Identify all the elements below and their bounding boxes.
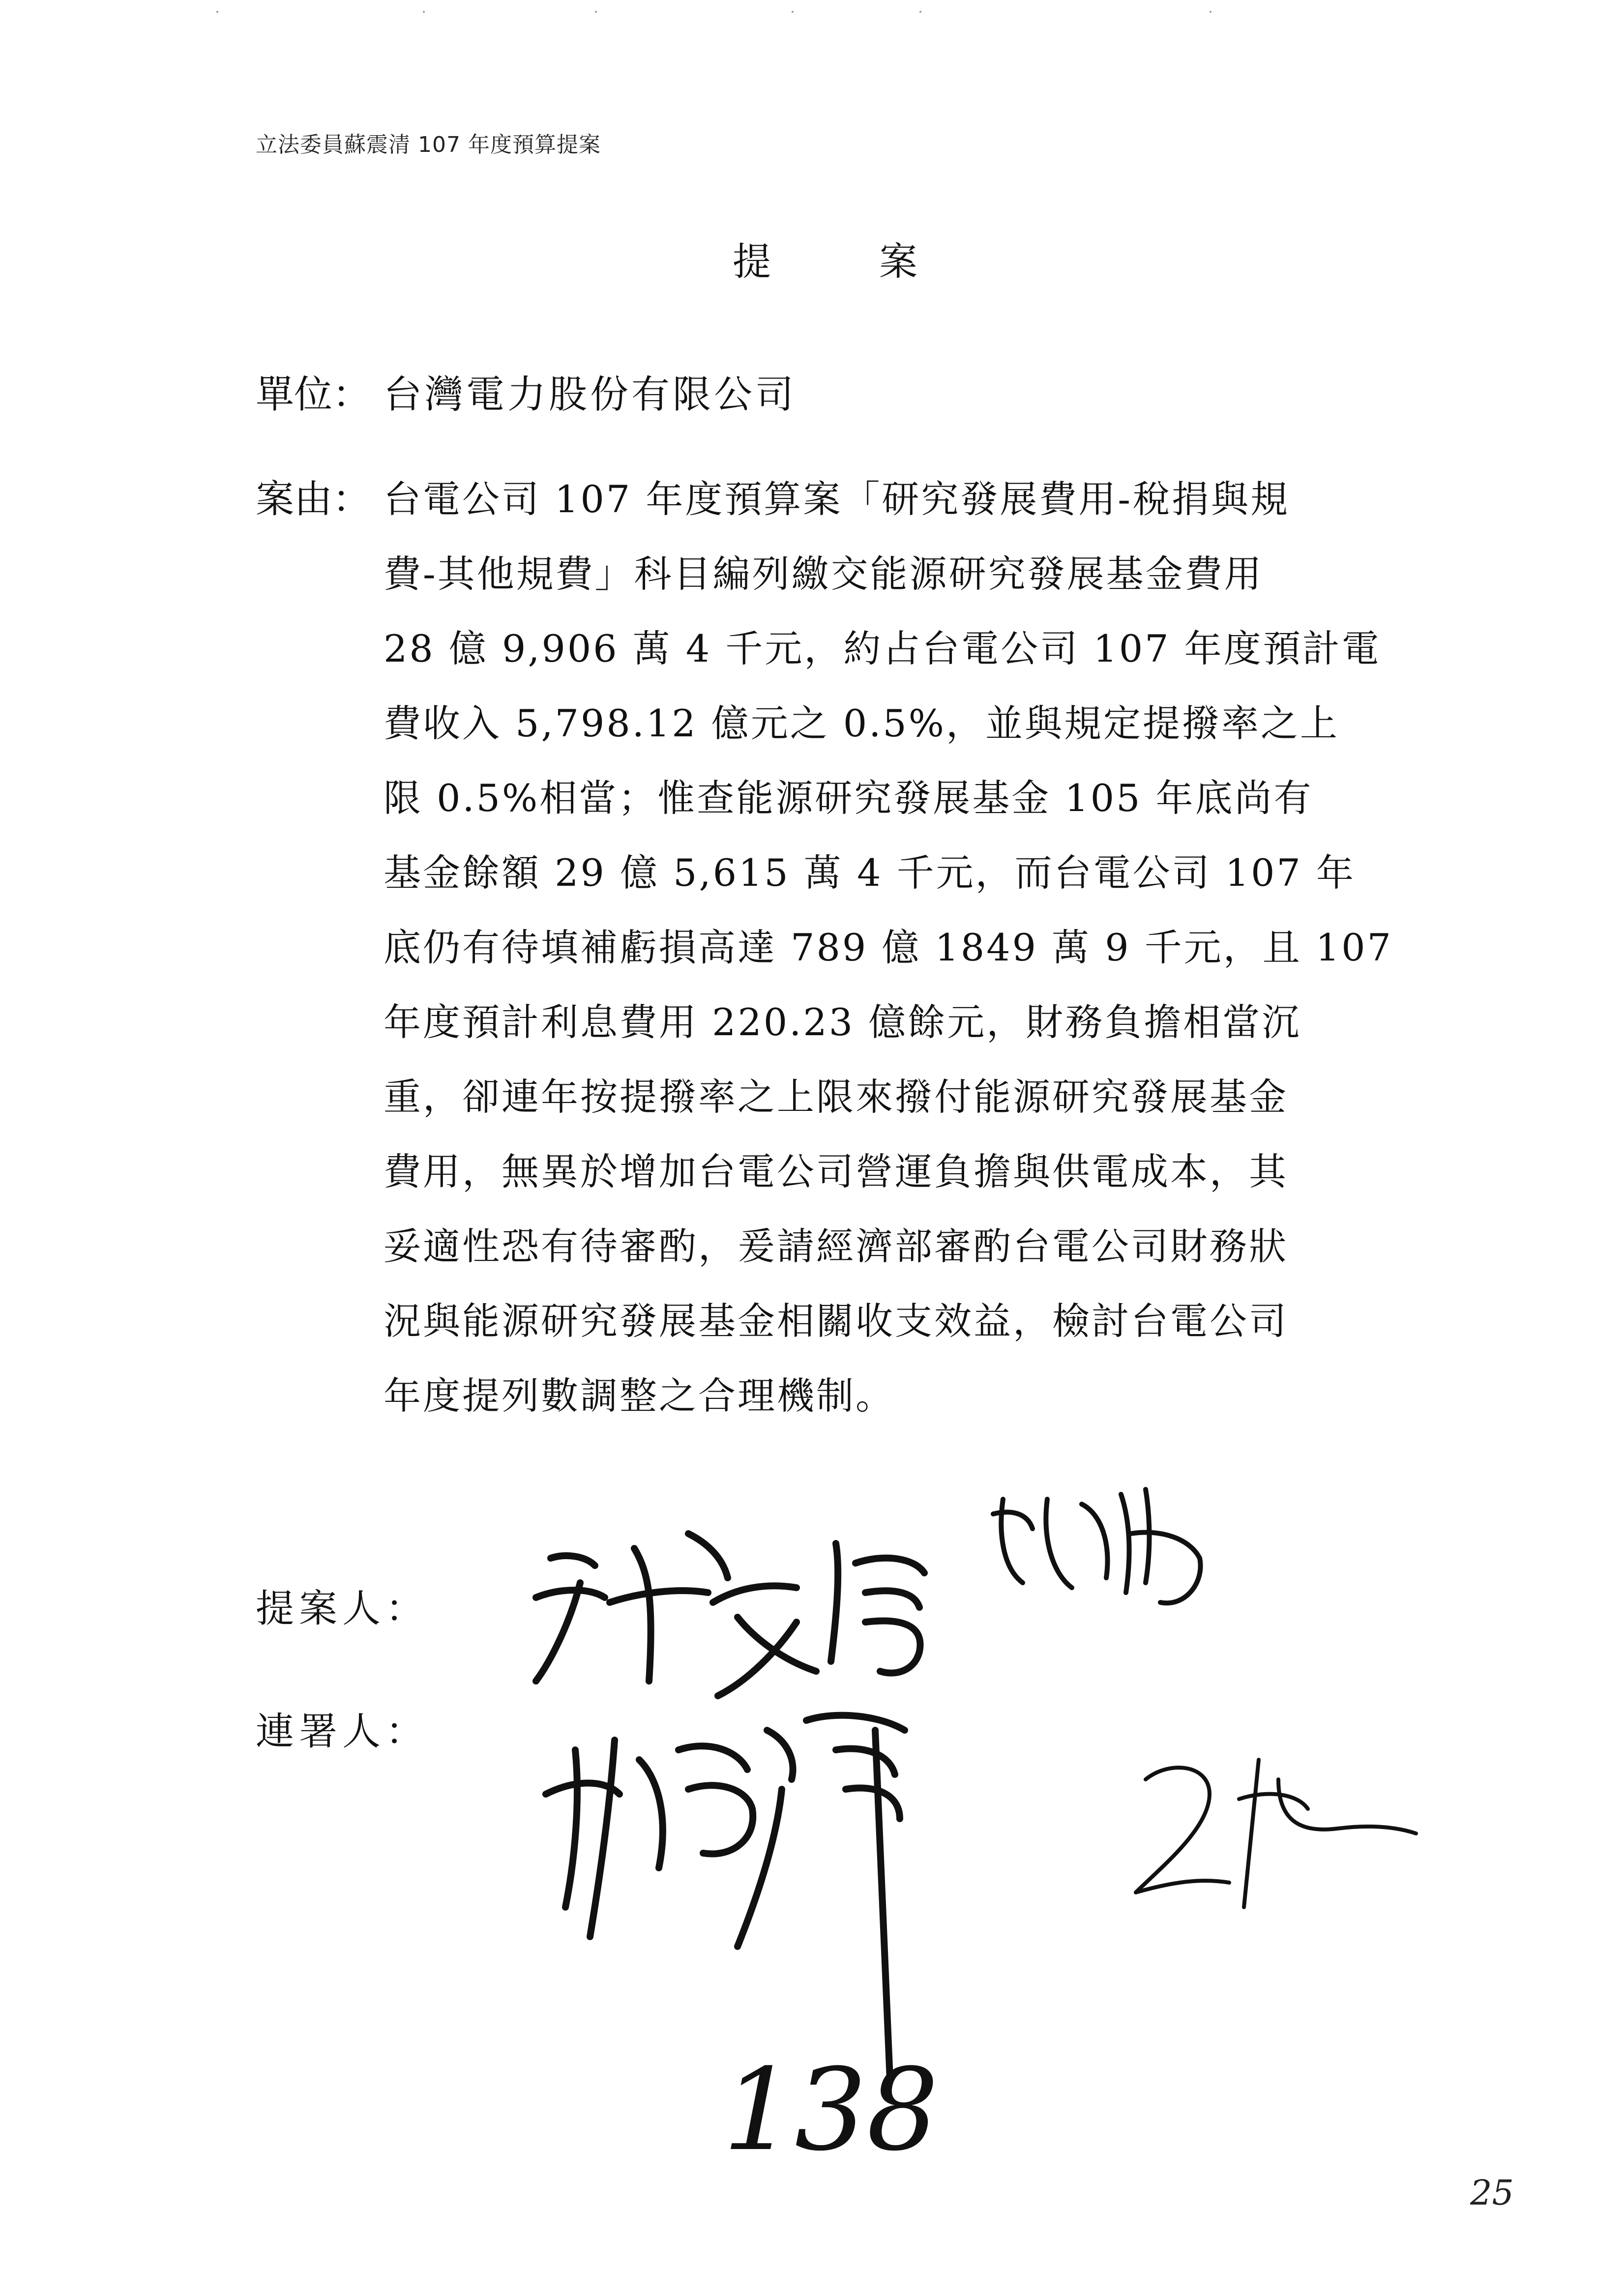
reason-line: 費收入 5,798.12 億元之 0.5%，並與規定提撥率之上 [384,701,1339,745]
reason-line: 底仍有待填補虧損高達 789 億 1849 萬 9 千元，且 107 [384,926,1393,969]
reason-line: 費-其他規費」科目編列繳交能源研究發展基金費用 [384,552,1264,596]
reason-line: 限 0.5%相當；惟查能源研究發展基金 105 年底尚有 [384,776,1313,820]
cosigner-label: 連署人： [256,1710,429,1754]
unit-value: 台灣電力股份有限公司 [384,373,797,417]
handwritten-number: 138 [723,2045,939,2176]
reason-line: 台電公司 107 年度預算案「研究發展費用-稅捐與規 [384,477,1290,521]
reason-line: 基金餘額 29 億 5,615 萬 4 千元，而台電公司 107 年 [384,851,1356,895]
header-note: 立法委員蘇震清 107 年度預算提案 [256,132,601,157]
unit-label: 單位： [256,373,371,417]
cosigner-signature [546,1715,905,2079]
reason-text [384,462,1396,1433]
reason-line: 28 億 9,906 萬 4 千元，約占台電公司 107 年度預計電 [384,627,1381,670]
reason-line: 年度提列數調整之合理機制。 [384,1374,895,1418]
page-number: 25 [1470,2173,1514,2213]
cosigner-signature [1136,1760,1416,1907]
proposer-label: 提案人： [256,1587,429,1631]
reason-line: 費用，無異於增加台電公司營運負擔與供電成本，其 [384,1150,1288,1193]
reason-line: 況與能源研究發展基金相關收支效益，檢討台電公司 [384,1299,1288,1343]
reason-line: 重，卻連年按提撥率之上限來撥付能源研究發展基金 [384,1075,1288,1119]
proposer-signature [536,1534,924,1696]
cosigner-signature [993,1489,1201,1603]
reason-line: 年度預計利息費用 220.23 億餘元，財務負擔相當沉 [384,1000,1301,1044]
reason-label: 案由： [256,477,371,522]
document-title: 提案 [733,240,1026,284]
reason-line: 妥適性恐有待審酌，爰請經濟部審酌台電公司財務狀 [384,1224,1288,1268]
